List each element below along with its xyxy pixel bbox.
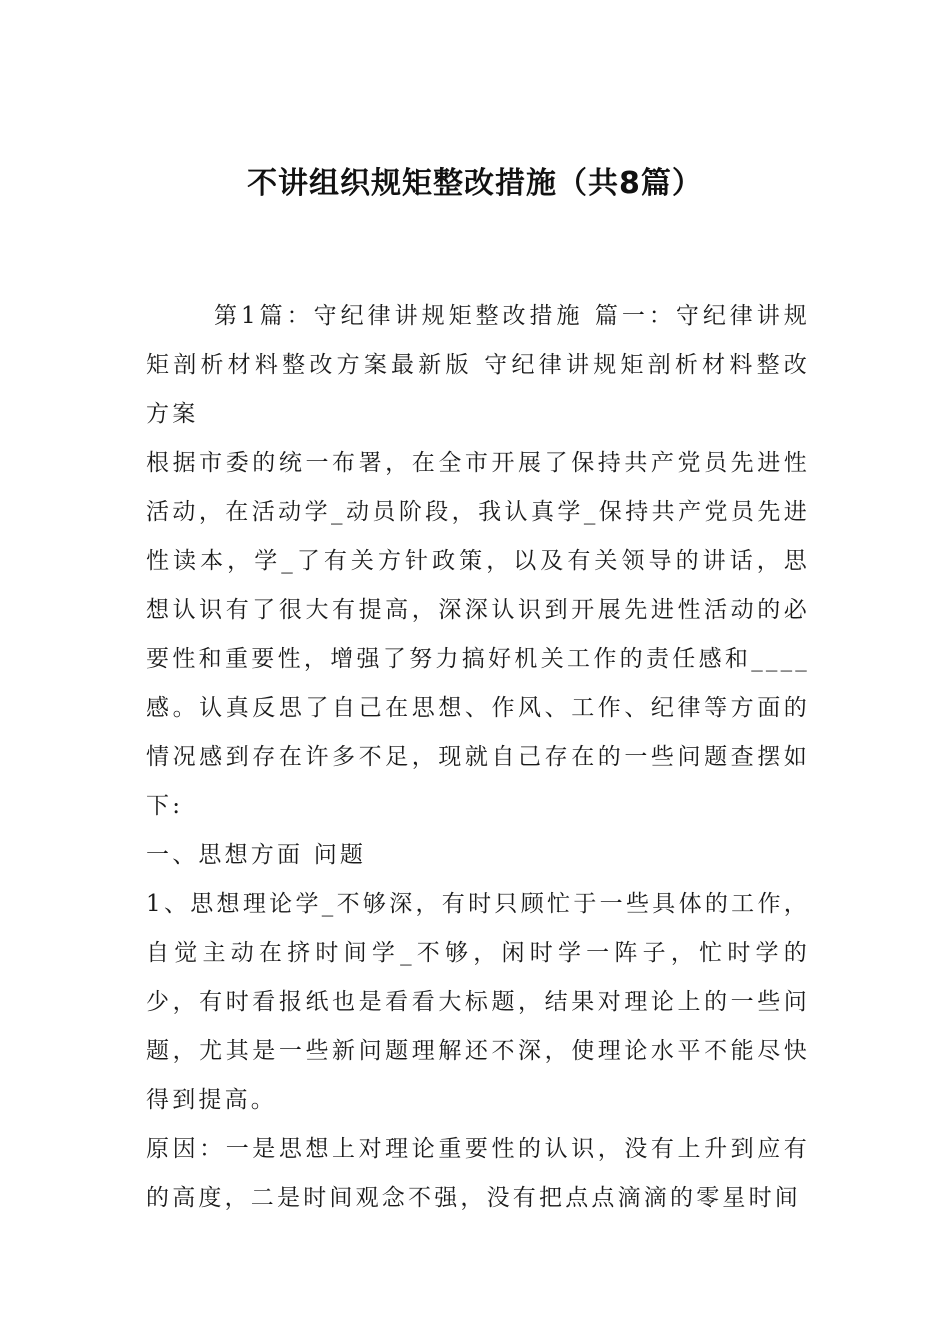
body-paragraph: 根据市委的统一布署，在全市开展了保持共产党员先进性活动，在活动学_动员阶段，我认真学_保持共产党员先进性读本，学_了有关方针政策，以及有关领导的讲话，思想认识有了很大有提高，深深认识到开展先进性活动的必要性和重要性，增强了努力搞好机关工作的责任感和____感。认真反思了自己在思想、作风、工作、纪律等方面的情况感到存在许多不足，现就自己存在的一些问题查摆如下: xyxy=(146,450,810,819)
body-paragraph: 1、思想理论学_不够深，有时只顾忙于一些具体的工作，自觉主动在挤时间学_不够，闲时学一阵子，忙时学的少，有时看报纸也是看看大标题，结果对理论上的一些问题，尤其是一些新问题理解还不深，使理论水平不能尽快得到提高。 xyxy=(146,891,810,1113)
body-paragraph: 原因：一是思想上对理论重要性的认识，没有上升到应有的高度，二是时间观念不强，没有把点点滴滴的零星时间 xyxy=(146,1136,810,1211)
subheading-paragraph: 一、思想方面 问题 xyxy=(146,842,367,868)
section-heading-paragraph: 第1篇：守纪律讲规矩整改措施 篇一：守纪律讲规矩剖析材料整改方案最新版 守纪律讲规矩剖析材料整改方案 xyxy=(146,303,810,427)
document-title: 不讲组织规矩整改措施（共8篇） xyxy=(247,166,703,201)
document-body xyxy=(146,292,810,1223)
